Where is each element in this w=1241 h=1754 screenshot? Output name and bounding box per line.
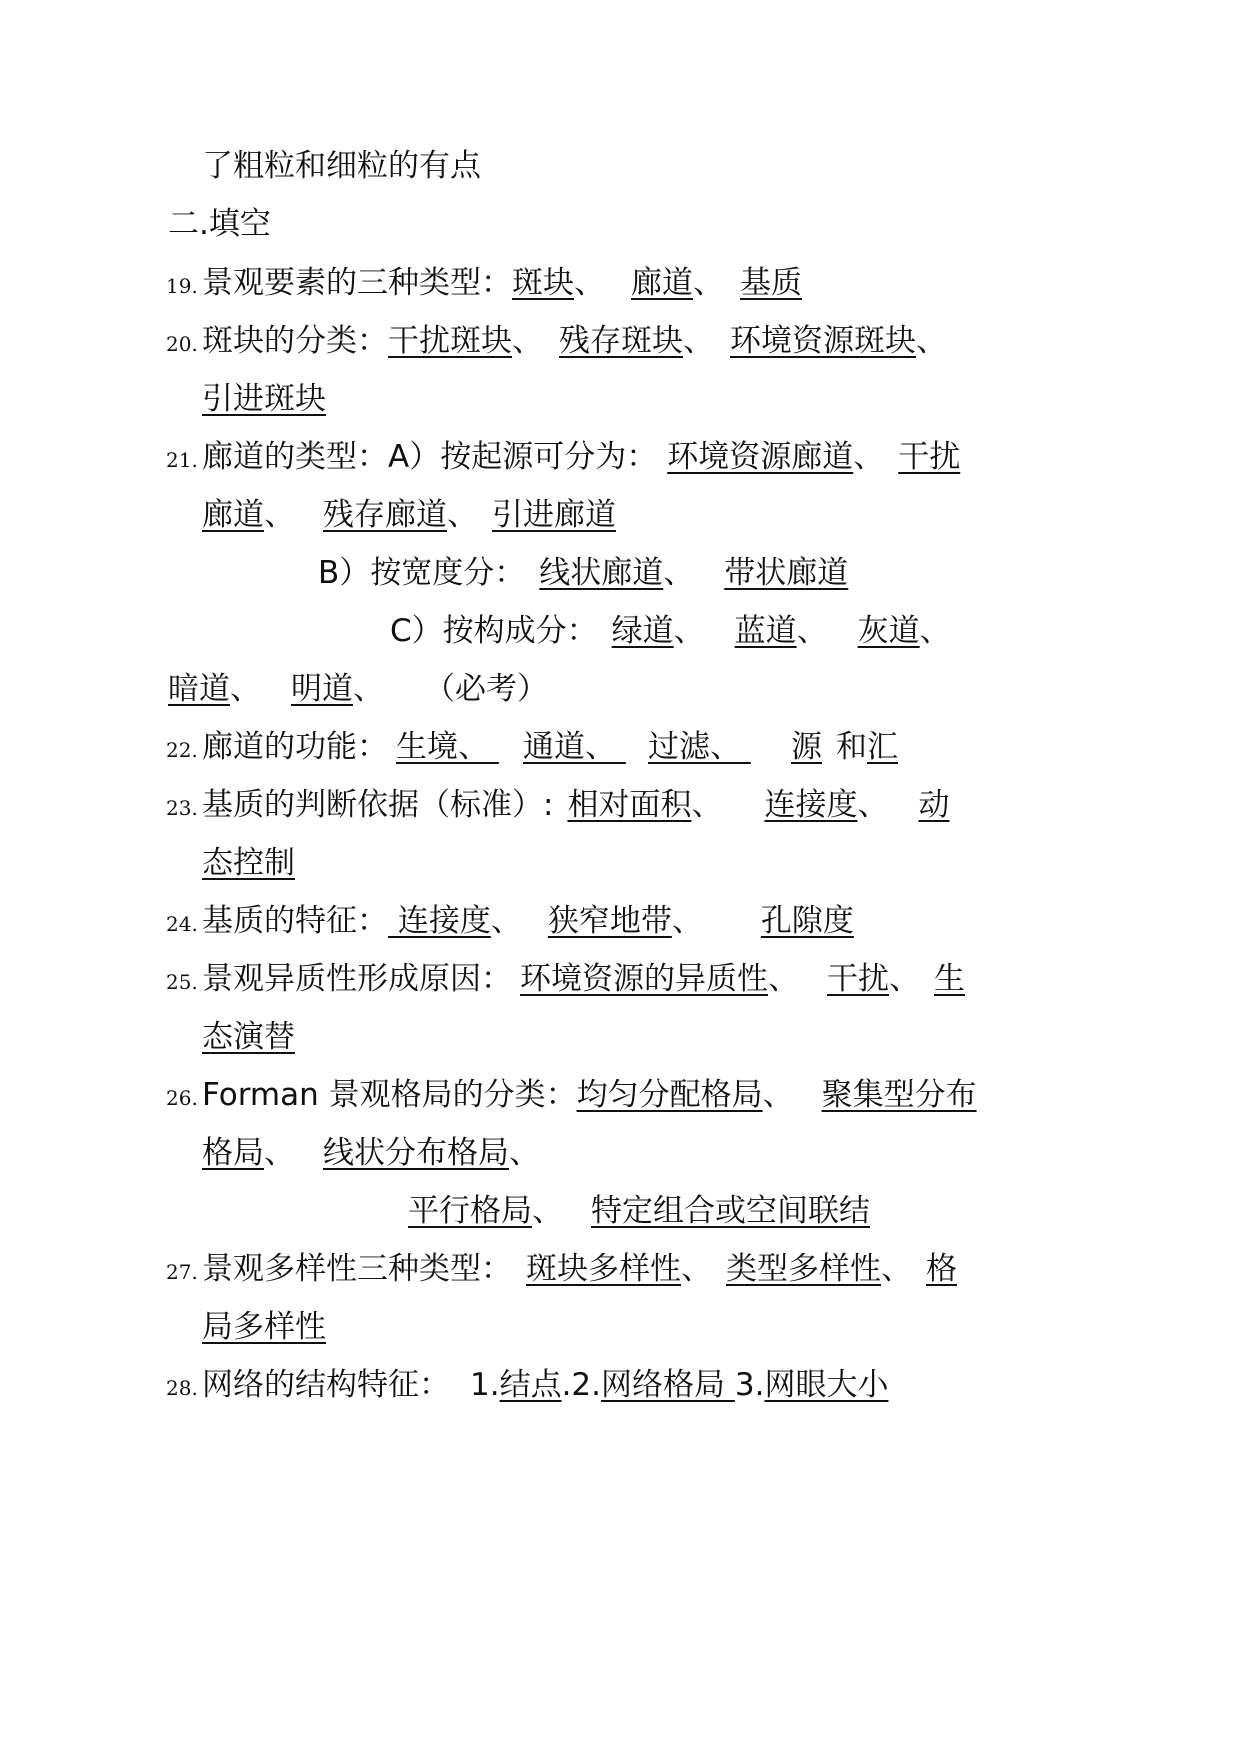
question-24: 24. 基质的特征： 连接度、 狭窄地带、 孔隙度 bbox=[166, 901, 854, 944]
question-20-continued bbox=[202, 379, 326, 419]
answer: 通道、 bbox=[523, 729, 616, 765]
answer: 狭窄地带 bbox=[547, 903, 672, 939]
answer: 生境、 bbox=[396, 729, 489, 765]
answer: 相对面积 bbox=[567, 787, 692, 823]
answer: 聚集型分布 bbox=[821, 1077, 977, 1113]
answer: 残存斑块 bbox=[559, 323, 683, 359]
answer: 格 bbox=[926, 1251, 957, 1287]
question-25-continued bbox=[202, 1017, 295, 1057]
question-21-continued: 廊道、 残存廊道、 引进廊道 bbox=[202, 497, 616, 533]
question-text: 基质的特征： bbox=[202, 903, 388, 939]
answer: 残存廊道 bbox=[323, 497, 447, 533]
answer: 网眼大小 bbox=[764, 1367, 889, 1403]
question-28: 28. 网络的结构特征： 1.结点.2.网络格局 3.网眼大小 bbox=[166, 1365, 888, 1408]
question-number: 22. bbox=[166, 738, 198, 762]
question-text: 斑块的分类： bbox=[202, 323, 388, 359]
question-text: 景观异质性形成原因： bbox=[202, 961, 512, 997]
answer: 态控制 bbox=[202, 845, 295, 881]
answer: 连接度 bbox=[388, 903, 491, 939]
question-25: 25. 景观异质性形成原因： 环境资源的异质性、 干扰、 生 bbox=[166, 959, 965, 1002]
answer: 带状廊道 bbox=[724, 555, 849, 591]
question-number: 21. bbox=[166, 448, 198, 472]
section-heading: 二.填空 bbox=[168, 206, 271, 242]
sub-question-text: C）按构成分： bbox=[390, 613, 598, 649]
question-26-continued-2: 平行格局、 特定组合或空间联结 bbox=[408, 1193, 870, 1229]
answer: 斑块 bbox=[512, 265, 574, 301]
continuation-text: 了粗粒和细粒的有点 bbox=[202, 148, 481, 184]
question-number: 28. bbox=[166, 1376, 198, 1400]
question-21-part-c: C）按构成分： 绿道、 蓝道、 灰道、 bbox=[390, 613, 951, 649]
question-text: 廊道的功能： bbox=[202, 729, 388, 765]
question-23-continued bbox=[202, 843, 295, 883]
question-text: 网络的结构特征： bbox=[202, 1367, 450, 1403]
answer: 明道 bbox=[291, 671, 353, 707]
answer: 环境资源廊道 bbox=[667, 439, 854, 475]
text-line bbox=[202, 146, 481, 186]
answer: 引进斑块 bbox=[202, 381, 326, 417]
answer: 基质 bbox=[740, 265, 802, 301]
question-26-continued: 格局、 线状分布格局、 bbox=[202, 1135, 540, 1171]
question-number: 19. bbox=[166, 274, 198, 298]
answer: 过滤、 bbox=[648, 729, 741, 765]
answer: 平行格局 bbox=[408, 1193, 532, 1229]
answer: 灰道 bbox=[857, 613, 920, 649]
answer: 格局 bbox=[202, 1135, 264, 1171]
answer: 廊道 bbox=[202, 497, 264, 533]
question-20: 20. 斑块的分类：干扰斑块、 残存斑块、 环境资源斑块、 bbox=[166, 321, 947, 364]
answer: 干扰 bbox=[898, 439, 961, 475]
answer: 环境资源斑块 bbox=[730, 323, 916, 359]
answer: 斑块多样性 bbox=[526, 1251, 681, 1287]
answer: 生 bbox=[934, 961, 965, 997]
question-text: 景观要素的三种类型： bbox=[202, 265, 512, 301]
answer: 汇 bbox=[867, 729, 898, 765]
answer: 线状廊道 bbox=[539, 555, 664, 591]
question-text: 基质的判断依据（标准）: bbox=[202, 787, 554, 823]
question-number: 24. bbox=[166, 912, 198, 936]
answer: 孔隙度 bbox=[760, 903, 854, 939]
answer: 蓝道 bbox=[734, 613, 797, 649]
answer: 暗道 bbox=[168, 671, 230, 707]
answer: 干扰 bbox=[827, 961, 889, 997]
answer: 线状分布格局 bbox=[323, 1135, 509, 1171]
question-26: 26. Forman 景观格局的分类：均匀分配格局、 聚集型分布 bbox=[166, 1075, 977, 1118]
question-19: 19. 景观要素的三种类型：斑块、 廊道、 基质 bbox=[166, 263, 802, 306]
question-27: 27. 景观多样性三种类型： 斑块多样性、 类型多样性、 格 bbox=[166, 1249, 957, 1292]
answer: 连接度 bbox=[764, 787, 858, 823]
question-27-continued bbox=[202, 1307, 326, 1347]
question-23: 23. 基质的判断依据（标准）: 相对面积、 连接度、 动 bbox=[166, 785, 949, 828]
answer: 结点 bbox=[499, 1367, 562, 1403]
question-number: 23. bbox=[166, 796, 198, 820]
question-21-part-b: B）按宽度分： 线状廊道、 带状廊道 bbox=[318, 555, 849, 591]
answer: 均匀分配格局 bbox=[576, 1077, 763, 1113]
answer: 态演替 bbox=[202, 1019, 295, 1055]
answer: 绿道 bbox=[611, 613, 674, 649]
answer: 特定组合或空间联结 bbox=[591, 1193, 870, 1229]
question-22: 22. 廊道的功能： 生境、 通道、 过滤、 源 和汇 bbox=[166, 727, 898, 770]
question-text: Forman 景观格局的分类： bbox=[202, 1077, 577, 1113]
answer: 引进廊道 bbox=[492, 497, 616, 533]
answer: 环境资源的异质性 bbox=[520, 961, 768, 997]
question-21-part-c-continued: 暗道、 明道、 （必考） bbox=[168, 671, 548, 707]
question-number: 25. bbox=[166, 970, 198, 994]
question-number: 26. bbox=[166, 1086, 198, 1110]
question-text: 廊道的类型：A）按起源可分为： bbox=[202, 439, 658, 475]
answer: 干扰斑块 bbox=[388, 323, 512, 359]
sub-question-text: B）按宽度分： bbox=[318, 555, 526, 591]
question-text: 景观多样性三种类型： bbox=[202, 1251, 512, 1287]
question-21: 21. 廊道的类型：A）按起源可分为： 环境资源廊道、 干扰 bbox=[166, 437, 960, 480]
answer: 动 bbox=[918, 787, 950, 823]
answer: 源 bbox=[791, 729, 822, 765]
note-required: （必考） bbox=[424, 671, 548, 707]
answer: 廊道 bbox=[631, 265, 693, 301]
question-number: 20. bbox=[166, 332, 198, 356]
answer: 网络格局 bbox=[601, 1367, 735, 1403]
answer: 类型多样性 bbox=[726, 1251, 881, 1287]
answer: 局多样性 bbox=[202, 1309, 326, 1345]
question-number: 27. bbox=[166, 1260, 198, 1284]
